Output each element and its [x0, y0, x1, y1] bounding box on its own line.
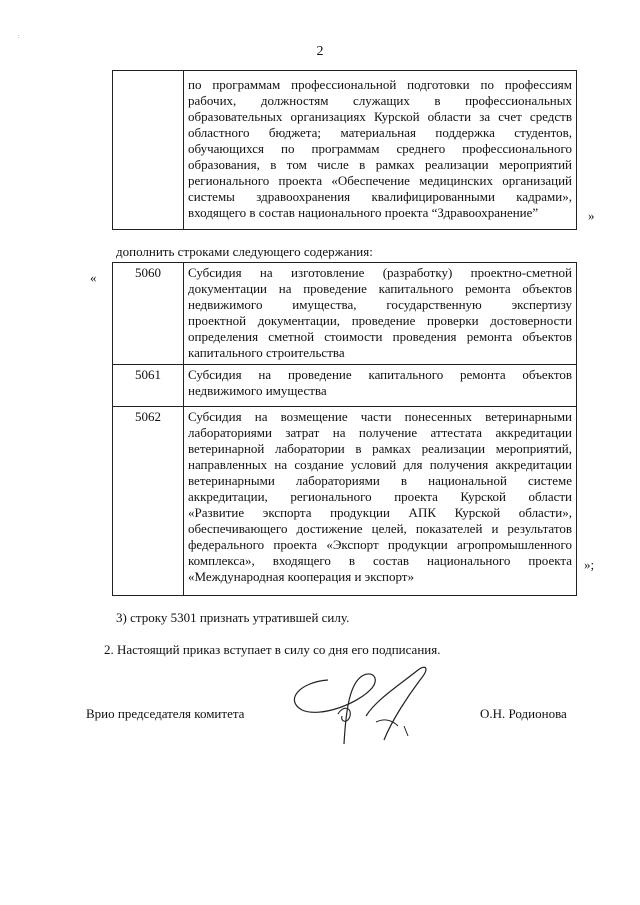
table-row — [113, 263, 577, 365]
text-line: регионального проекта «Обеспечение медицинских организаций — [188, 173, 572, 188]
text-line: недвижимого имущества, государственную экспертизу — [188, 297, 572, 312]
text-line: Субсидия на возмещение части понесенных ветеринарными — [188, 409, 572, 424]
open-quote: « — [90, 270, 97, 285]
text-line: Субсидия на изготовление (разработку) проектно-сметной — [188, 265, 572, 280]
codes-table — [112, 262, 577, 596]
text-line: ветеринарной лаборатории в рамках реализации мероприятий, — [188, 441, 572, 456]
table-row — [113, 407, 577, 596]
text-line: по программам профессиональной подготовки по профессиям — [188, 77, 572, 92]
row-text — [188, 409, 572, 585]
row-text-cell — [184, 407, 577, 596]
text-line: образования, в том числе в рамках реализации мероприятий — [188, 157, 572, 172]
text-line: «Международная кооперация и экспорт» — [188, 569, 414, 584]
handwritten-signature — [280, 660, 450, 750]
row-code: 5060 — [113, 263, 184, 365]
text-line: федерального проекта «Экспорт продукции агропромышленного — [188, 537, 572, 552]
text-line: аккредитации, регионального проекта Курской области — [188, 489, 572, 504]
text-line: системы здравоохранения квалифицированными кадрами», — [188, 189, 572, 204]
intro-text: дополнить строками следующего содержания: — [116, 244, 373, 259]
text-line: комплекса», входящего в состав национального проекта — [188, 553, 572, 568]
row-text — [188, 265, 572, 361]
text-line: образовательных организациях Курской области за счет средств — [188, 109, 572, 124]
row-code: 5061 — [113, 365, 184, 407]
text-line: проектной документации, проведение проверки достоверности — [188, 313, 572, 328]
top-close-quote: » — [588, 208, 595, 223]
table-close-quote: »; — [584, 557, 595, 572]
text-line: областного бюджета; материальная поддержка студентов, — [188, 125, 572, 140]
text-line: рабочих, должностям служащих в профессиональных — [188, 93, 572, 108]
top-table-text — [188, 77, 572, 221]
table-row — [113, 365, 577, 407]
item-3-text: 3) строку 5301 признать утратившей силу. — [116, 610, 350, 625]
signatory-name: О.Н. Родионова — [480, 706, 567, 721]
row-text-cell — [184, 263, 577, 365]
text-line: недвижимого имущества — [188, 383, 327, 398]
text-line: обучающихся по программам среднего профессионального — [188, 141, 572, 156]
row-text-cell — [184, 365, 577, 407]
signatory-position: Врио председателя комитета — [86, 706, 245, 721]
row-text — [188, 367, 572, 399]
text-line: лабораториями затрат на получение аттестата аккредитации — [188, 425, 572, 440]
page-number: 2 — [316, 44, 324, 59]
text-line: определения сметной стоимости проведения ремонта объектов — [188, 329, 572, 344]
text-line: документации на проведение капитального ремонта объектов — [188, 281, 572, 296]
margin-dots: : — [18, 34, 20, 40]
top-table-text-cell — [184, 71, 577, 230]
top-table-code-cell — [113, 71, 184, 230]
top-table — [112, 70, 577, 230]
text-line: Субсидия на проведение капитального ремонта объектов — [188, 367, 572, 382]
text-line: капитального строительства — [188, 345, 345, 360]
text-line: направленных на создание условий для получения аккредитации — [188, 457, 572, 472]
text-line: «Развитие экспорта продукции АПК Курской области», — [188, 505, 572, 520]
item-2-text: 2. Настоящий приказ вступает в силу со дня его подписания. — [104, 642, 441, 657]
text-line: входящего в состав национального проекта “Здравоохранение” — [188, 205, 539, 220]
row-code: 5062 — [113, 407, 184, 596]
text-line: обеспечивающего достижение целей, показателей и результатов — [188, 521, 572, 536]
text-line: ветеринарными лабораториями в национальной системе — [188, 473, 572, 488]
